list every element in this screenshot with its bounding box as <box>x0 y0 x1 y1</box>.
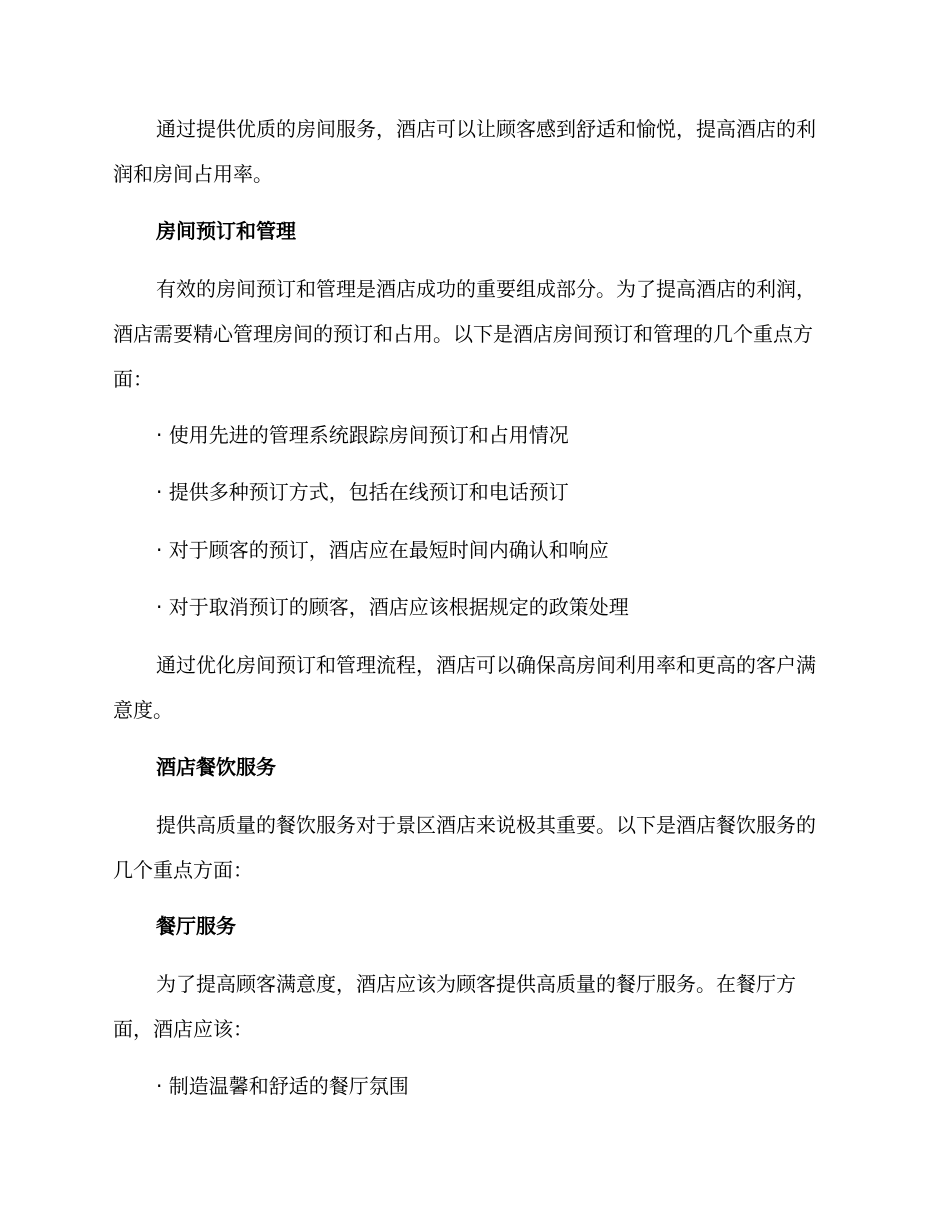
paragraph-restaurant-intro: 为了提高顾客满意度，酒店应该为顾客提供高质量的餐厅服务。在餐厅方面，酒店应该： <box>113 972 796 1041</box>
paragraph-dining-intro: 提供高质量的餐饮服务对于景区酒店来说极其重要。以下是酒店餐饮服务的几个重点方面： <box>113 813 816 882</box>
list-item: · 对于顾客的预订，酒店应在最短时间内确认和响应 <box>156 538 609 562</box>
heading-restaurant-service: 餐厅服务 <box>156 914 236 938</box>
list-item: · 制造温馨和舒适的餐厅氛围 <box>156 1074 409 1098</box>
list-item: · 使用先进的管理系统跟踪房间预订和占用情况 <box>156 423 569 447</box>
heading-dining-service: 酒店餐饮服务 <box>156 755 276 779</box>
heading-room-booking: 房间预订和管理 <box>156 219 296 243</box>
list-item: · 提供多种预订方式，包括在线预订和电话预订 <box>156 480 569 504</box>
paragraph-room-booking-intro: 有效的房间预订和管理是酒店成功的重要组成部分。为了提高酒店的利润，酒店需要精心管理房间的预订和占用。以下是酒店房间预订和管理的几个重点方面： <box>113 277 816 391</box>
paragraph-booking-summary: 通过优化房间预订和管理流程，酒店可以确保高房间利用率和更高的客户满意度。 <box>113 653 816 722</box>
list-item: · 对于取消预订的顾客，酒店应该根据规定的政策处理 <box>156 595 629 619</box>
paragraph-room-service-summary: 通过提供优质的房间服务，酒店可以让顾客感到舒适和愉悦，提高酒店的利润和房间占用率。 <box>113 117 816 186</box>
